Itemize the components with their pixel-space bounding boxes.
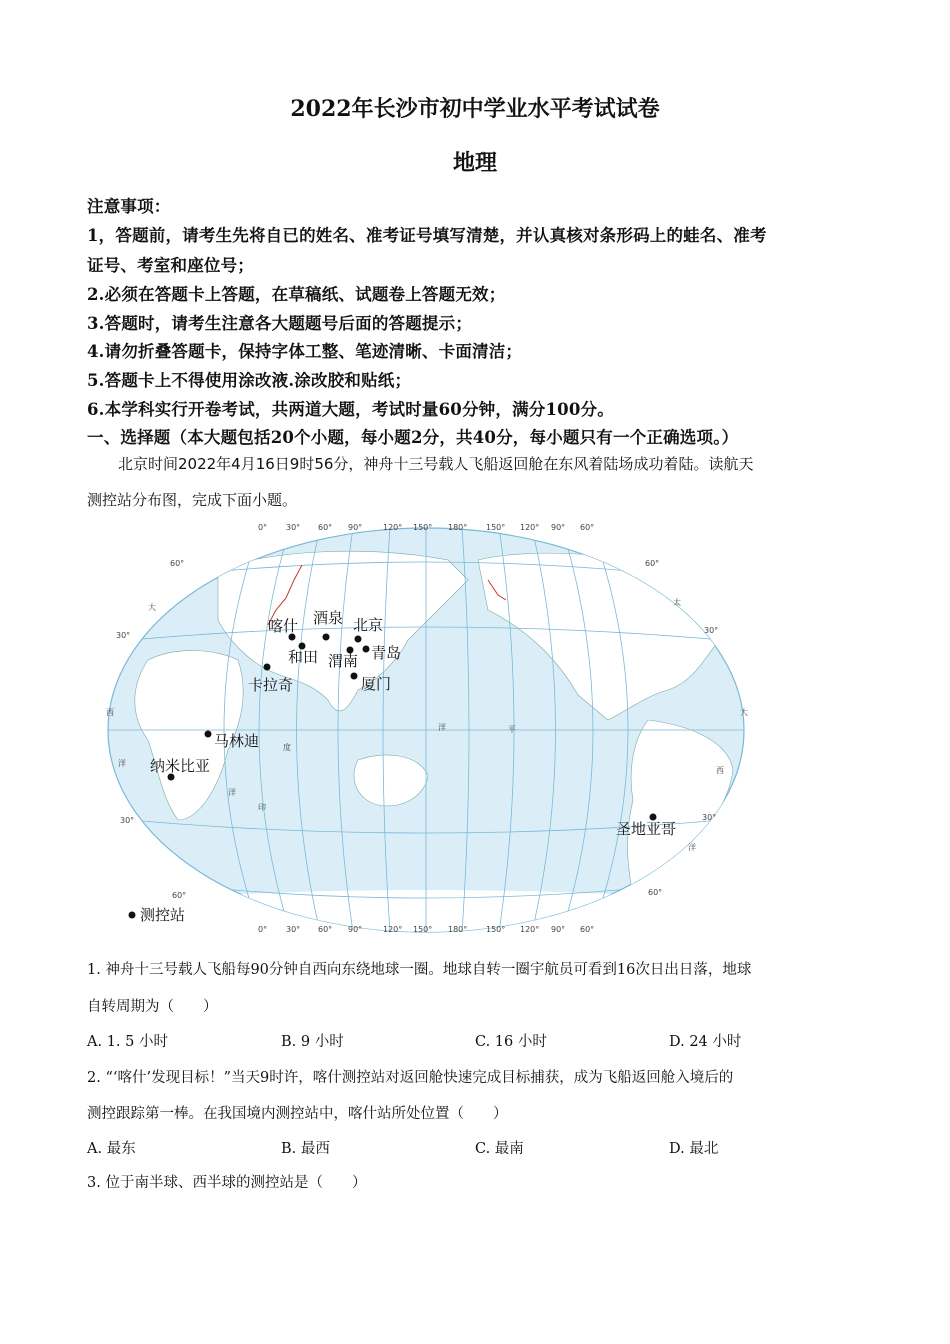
q1-option-b: B. 9 小时 bbox=[281, 1034, 344, 1050]
notice-item: 4.请勿折叠答题卡，保持字体工整、笔迹清晰、卡面清洁； bbox=[87, 342, 523, 361]
station-label: 厦门 bbox=[361, 675, 392, 693]
station-label: 圣地亚哥 bbox=[616, 820, 677, 838]
lon-tick: 120° bbox=[383, 925, 403, 934]
ocean-label: 洋 bbox=[228, 788, 236, 797]
station-label: 酒泉 bbox=[313, 609, 344, 627]
lat-tick: 60° bbox=[648, 888, 663, 897]
station-marker bbox=[323, 634, 330, 641]
question-2-text: 2. “‘喀什’发现目标！”当天9时许，喀什测控站对返回舱快速完成目标捕获，成为飞船返回舱入境后的 bbox=[87, 1070, 734, 1086]
station-label: 和田 bbox=[288, 648, 319, 666]
lon-tick: 180° bbox=[448, 925, 468, 934]
ocean-label: 洋 bbox=[688, 843, 696, 852]
station-label: 卡拉奇 bbox=[248, 676, 294, 694]
notice-item: 5.答题卡上不得使用涂改液.涂改胶和贴纸； bbox=[87, 371, 412, 390]
ocean-label: 洋 bbox=[438, 723, 446, 732]
question-3-text: 3. 位于南半球、西半球的测控站是（ ） bbox=[87, 1175, 367, 1191]
ocean-label: 西 bbox=[106, 708, 114, 717]
lon-tick: 150° bbox=[413, 925, 433, 934]
map-legend bbox=[129, 906, 186, 924]
legend-label: 测控站 bbox=[140, 906, 186, 924]
q1-option-d: D. 24 小时 bbox=[669, 1034, 742, 1050]
station-label: 渭南 bbox=[328, 652, 359, 670]
q1-option-a: A. 1. 5 小时 bbox=[87, 1034, 168, 1050]
ocean-label: 印 bbox=[258, 803, 266, 812]
station-label: 纳米比亚 bbox=[150, 757, 211, 775]
notice-item: 证号、考室和座位号； bbox=[87, 256, 254, 275]
lon-tick: 30° bbox=[286, 523, 301, 532]
lon-tick: 0° bbox=[258, 925, 268, 934]
lon-tick: 60° bbox=[580, 925, 595, 934]
notice-item: 2.必须在答题卡上答题，在草稿纸、试题卷上答题无效； bbox=[87, 285, 506, 304]
intro-text: 北京时间2022年4月16日9时56分，神舟十三号载人飞船返回舱在东风着陆场成功着陆。读航天 bbox=[118, 455, 754, 473]
q2-option-a: A. 最东 bbox=[87, 1141, 136, 1157]
lat-tick: 60° bbox=[170, 559, 185, 568]
station-label: 喀什 bbox=[268, 617, 299, 635]
station-map bbox=[108, 520, 748, 936]
lon-tick: 150° bbox=[413, 523, 433, 532]
q2-option-b: B. 最西 bbox=[281, 1141, 330, 1157]
question-2-text: 测控跟踪第一棒。在我国境内测控站中，喀什站所处位置（ ） bbox=[87, 1106, 508, 1122]
ocean-label: 平 bbox=[508, 725, 516, 734]
question-1-text: 1. 神舟十三号载人飞船每90分钟自西向东绕地球一圈。地球自转一圈宇航员可看到16次日出日落，地球 bbox=[87, 962, 752, 978]
notice-item: 1，答题前，请考生先将自已的姓名、准考证号填写清楚，并认真核对条形码上的蛙名、准考 bbox=[87, 226, 767, 245]
lat-tick: 30° bbox=[704, 626, 719, 635]
lon-tick: 0° bbox=[258, 523, 268, 532]
question-1-text: 自转周期为（ ） bbox=[87, 999, 218, 1015]
q2-option-c: C. 最南 bbox=[475, 1141, 524, 1157]
lat-tick: 60° bbox=[172, 891, 187, 900]
notice-heading: 注意事项： bbox=[87, 197, 171, 216]
ocean-label: 西 bbox=[716, 766, 724, 775]
lon-tick: 120° bbox=[520, 925, 540, 934]
lon-tick: 90° bbox=[551, 925, 566, 934]
notice-item: 3.答题时，请考生注意各大题题号后面的答题提示； bbox=[87, 314, 473, 333]
lon-tick: 30° bbox=[286, 925, 301, 934]
lon-tick: 120° bbox=[383, 523, 403, 532]
station-label: 青岛 bbox=[371, 644, 402, 662]
lat-tick: 30° bbox=[702, 813, 717, 822]
station-marker bbox=[355, 636, 362, 643]
exam-title: 2022年长沙市初中学业水平考试试卷 bbox=[290, 96, 660, 122]
lon-tick: 60° bbox=[318, 523, 333, 532]
legend-marker bbox=[129, 912, 136, 919]
lat-tick: 60° bbox=[645, 559, 660, 568]
station-label: 北京 bbox=[353, 616, 384, 634]
lat-tick: 30° bbox=[120, 816, 135, 825]
subject-title: 地理 bbox=[452, 150, 497, 176]
q1-option-c: C. 16 小时 bbox=[475, 1034, 547, 1050]
lon-tick: 90° bbox=[551, 523, 566, 532]
lon-tick: 60° bbox=[318, 925, 333, 934]
ocean-label: 大 bbox=[740, 708, 748, 717]
notice-item: 6.本学科实行开卷考试，共两道大题，考试时量60分钟，满分100分。 bbox=[87, 400, 614, 419]
lon-tick: 120° bbox=[520, 523, 540, 532]
lon-tick: 60° bbox=[580, 523, 595, 532]
lon-tick: 180° bbox=[448, 523, 468, 532]
lon-tick: 90° bbox=[348, 925, 363, 934]
station-marker bbox=[264, 664, 271, 671]
ocean-label: 太 bbox=[673, 598, 681, 607]
station-marker bbox=[351, 673, 358, 680]
section-heading: 一、选择题（本大题包括20个小题，每小题2分，共40分，每小题只有一个正确选项。） bbox=[87, 428, 739, 447]
station-marker bbox=[205, 731, 212, 738]
station-label: 马林迪 bbox=[214, 732, 260, 750]
q2-option-d: D. 最北 bbox=[669, 1141, 719, 1157]
station-marker bbox=[363, 646, 370, 653]
ocean-label: 洋 bbox=[118, 759, 126, 768]
intro-text: 测控站分布图，完成下面小题。 bbox=[87, 491, 298, 509]
lat-tick: 30° bbox=[116, 631, 131, 640]
ocean-label: 大 bbox=[148, 603, 156, 612]
ocean-label: 度 bbox=[283, 743, 291, 752]
lon-tick: 90° bbox=[348, 523, 363, 532]
lon-tick: 150° bbox=[486, 523, 506, 532]
lon-tick: 150° bbox=[486, 925, 506, 934]
